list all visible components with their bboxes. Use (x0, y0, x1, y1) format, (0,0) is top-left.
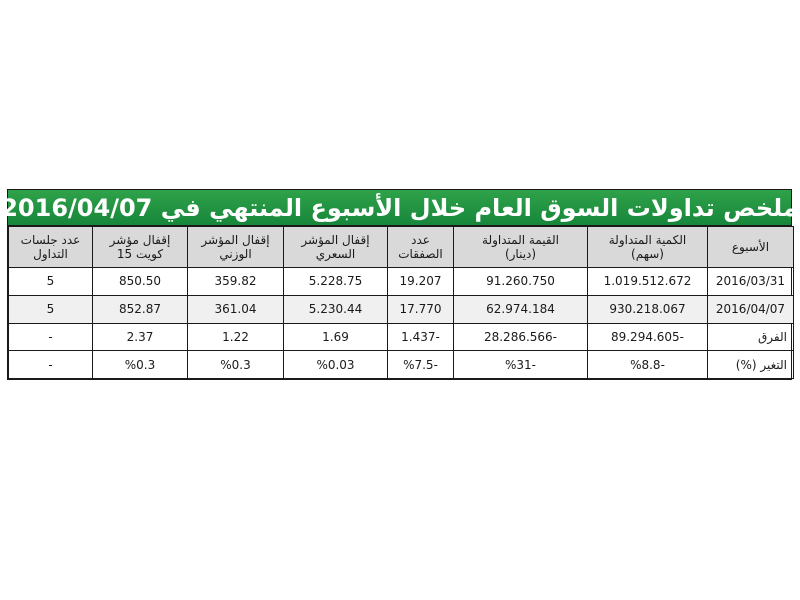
header-row (9, 227, 794, 268)
cell-price-index: %0.03 (284, 351, 388, 379)
header-kuwait15-line2: كويت 15 (116, 247, 164, 261)
cell-deals: 19.207 (388, 268, 454, 296)
table-title: ملخص تداولات السوق العام خلال الأسبوع المنتهي في 2016/04/07 (1, 193, 798, 222)
header-volume-line2: (سهم) (631, 247, 664, 261)
cell-sessions: - (9, 351, 93, 379)
cell-volume: 1.019.512.672 (588, 268, 708, 296)
cell-price-index: 1.69 (284, 323, 388, 351)
cell-weighted-index: 359.82 (188, 268, 284, 296)
cell-row-label: التغير (%) (708, 351, 794, 379)
cell-deals: %7.5- (388, 351, 454, 379)
cell-kuwait15-index: 2.37 (93, 323, 188, 351)
header-deals-line2: الصفقات (398, 247, 443, 261)
header-volume (588, 227, 708, 268)
cell-deals: 17.770 (388, 295, 454, 323)
header-week-label: الأسبوع (731, 240, 770, 254)
cell-weighted-index: 361.04 (188, 295, 284, 323)
header-price-index (284, 227, 388, 268)
cell-kuwait15-index: 852.87 (93, 295, 188, 323)
cell-kuwait15-index: %0.3 (93, 351, 188, 379)
cell-weighted-index: %0.3 (188, 351, 284, 379)
header-volume-line1: الكمية المتداولة (608, 233, 687, 247)
market-summary-table-box (1, 189, 798, 380)
header-deals (388, 227, 454, 268)
cell-volume: 930.218.067 (588, 295, 708, 323)
cell-week: 2016/03/31 (708, 268, 794, 296)
header-deals-line1: عدد (411, 233, 430, 247)
cell-sessions: 5 (9, 295, 93, 323)
table-row-week-1 (9, 268, 794, 296)
cell-price-index: 5.230.44 (284, 295, 388, 323)
header-weighted-index-line2: الوزني (219, 247, 252, 261)
cell-price-index: 5.228.75 (284, 268, 388, 296)
header-price-index-line1: إقفال المؤشر (301, 233, 370, 247)
cell-row-label: الفرق (708, 323, 794, 351)
header-kuwait15-line1: إقفال مؤشر (109, 233, 171, 247)
header-kuwait15-index (93, 227, 188, 268)
cell-value: 91.260.750 (454, 268, 588, 296)
cell-deals: 1.437- (388, 323, 454, 351)
header-value-line2: (دينار) (504, 247, 537, 261)
cell-value: 28.286.566- (454, 323, 588, 351)
cell-kuwait15-index: 850.50 (93, 268, 188, 296)
header-sessions-line1: عدد جلسات (20, 233, 81, 247)
header-price-index-line2: السعري (315, 247, 356, 261)
cell-week: 2016/04/07 (708, 295, 794, 323)
table-row-change-percent (9, 351, 794, 379)
header-weighted-index-line1: إقفال المؤشر (201, 233, 270, 247)
summary-table (8, 226, 794, 379)
header-week (708, 227, 794, 268)
cell-sessions: 5 (9, 268, 93, 296)
title-bar (1, 190, 798, 226)
cell-value: %31- (454, 351, 588, 379)
table-row-difference (9, 323, 794, 351)
cell-volume: 89.294.605- (588, 323, 708, 351)
cell-weighted-index: 1.22 (188, 323, 284, 351)
cell-volume: %8.8- (588, 351, 708, 379)
header-sessions-line2: التداول (33, 247, 68, 261)
header-value (454, 227, 588, 268)
cell-value: 62.974.184 (454, 295, 588, 323)
cell-sessions: - (9, 323, 93, 351)
header-value-line1: القيمة المتداولة (482, 233, 559, 247)
header-weighted-index (188, 227, 284, 268)
table-row-week-2 (9, 295, 794, 323)
header-sessions (9, 227, 93, 268)
